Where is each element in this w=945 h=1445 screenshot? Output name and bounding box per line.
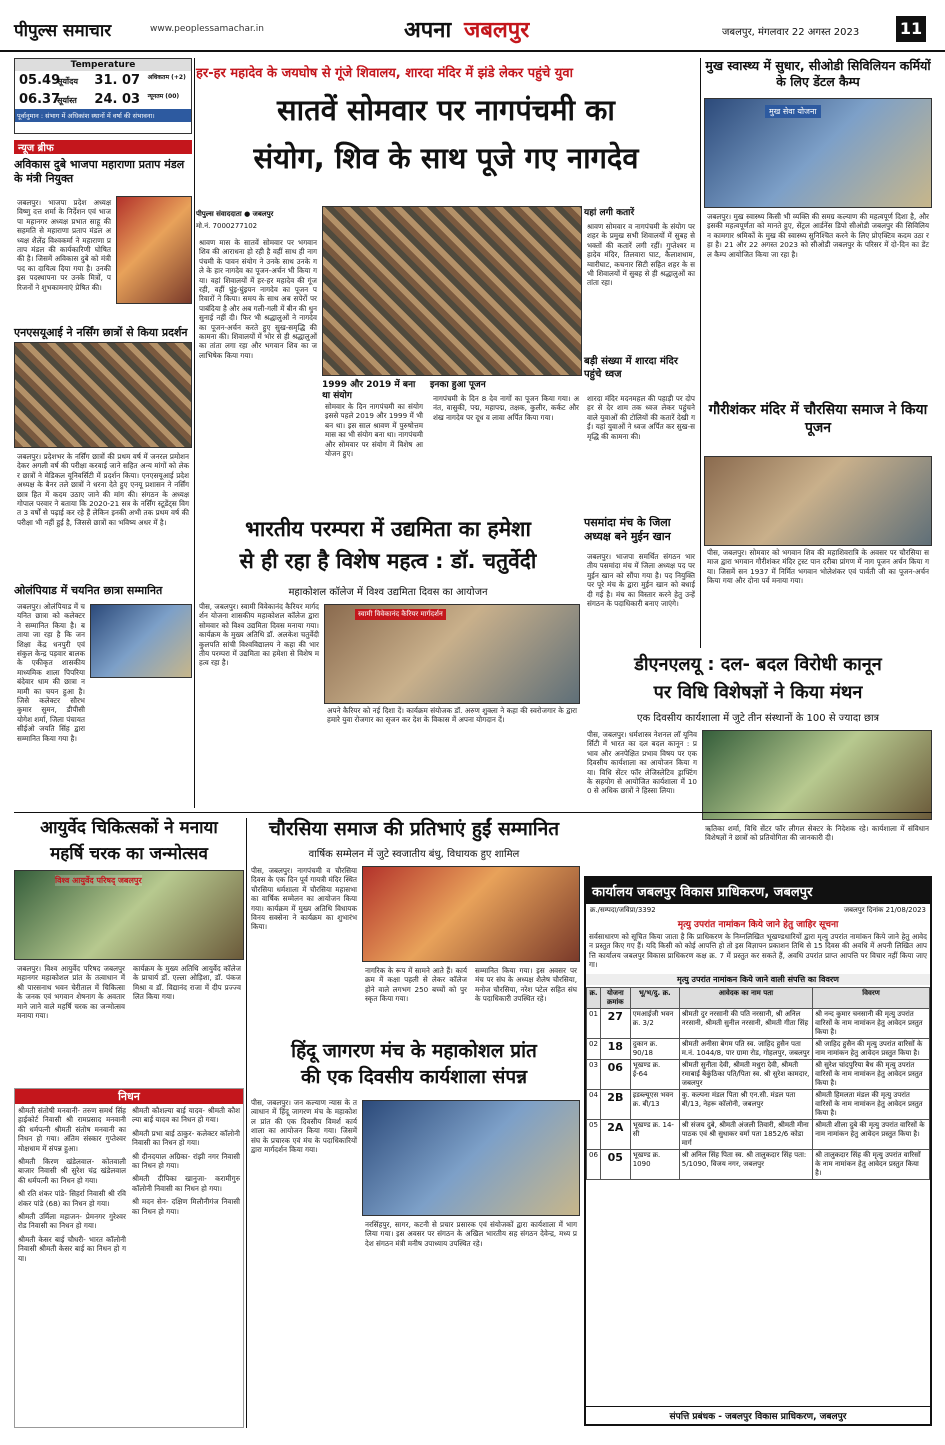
nidhan-item: श्रीमती कौशल्या बाई यादव- श्रीमती कौशल्या बाई यादव का निधन हो गया। bbox=[132, 1106, 240, 1125]
jda-title: कार्यालय जबलपुर विकास प्राधिकरण, जबलपुर bbox=[586, 878, 930, 904]
jda-notice-head: मृत्यु उपरांत नामांकन किये जाने हेतु जाहिर सूचना bbox=[677, 920, 839, 930]
ayurveda-head-2: महर्षि चरक का जन्मोत्सव bbox=[50, 844, 208, 864]
lead-photo bbox=[322, 206, 582, 376]
jda-th: आवेदक का नाम पता bbox=[679, 987, 812, 1008]
website[interactable]: www.peoplessamachar.in bbox=[150, 24, 264, 34]
entrepreneur-banner: स्वामी विवेकानंद कैरियर मार्गदर्शन bbox=[355, 609, 446, 620]
jda-table-row bbox=[587, 1089, 930, 1119]
jda-cell: एमआईजी भवन क्र. 3/2 bbox=[630, 1008, 679, 1038]
jda-notice bbox=[584, 876, 932, 1426]
brief-1-head: अविकास दुबे भाजपा महाराणा प्रताप मंडल के मंत्री नियुक्त bbox=[14, 158, 185, 185]
jda-cell: 05 bbox=[600, 1149, 630, 1179]
jda-cell: श्रीमती हिमलता मंडल की मृत्यु उपरांत वारिसों के नाम नामांकन हेतु आवेदन प्रस्तुत किया है। bbox=[813, 1089, 930, 1119]
weather-box bbox=[14, 58, 192, 134]
brief-3-body-cont bbox=[14, 700, 192, 806]
jda-table bbox=[586, 987, 930, 1180]
dnlu-body-2: ऋतिका शर्मा, विधि सेंटर फॉर लीगल सेक्टर के निदेशक रहे। कार्यशाला में संविधान विशेषज्ञों ने छात्रों को प्रतियोगिता की जानकारी दी। bbox=[705, 824, 929, 843]
brief-3-photo bbox=[90, 604, 192, 678]
jda-cell: श्रीमती शीला दुबे की मृत्यु उपरांत वारिसों के नाम नामांकन हेतु आवेदन प्रस्तुत किया है। bbox=[813, 1119, 930, 1149]
section-prefix: अपना bbox=[404, 18, 452, 43]
lead-kicker: हर-हर महादेव के जयघोष से गूंजे शिवालय, शारदा मंदिर में झंडे लेकर पहुंचे युवा bbox=[196, 66, 573, 81]
jda-th: क्र. bbox=[587, 987, 601, 1008]
lead-headline-2: संयोग, शिव के साथ पूजे गए नागदेव bbox=[253, 141, 639, 175]
jda-th: योजना क्रमांक bbox=[600, 987, 630, 1008]
row-rule bbox=[14, 812, 932, 813]
nidhan-label: निधन bbox=[15, 1089, 243, 1104]
hindu-photo bbox=[362, 1100, 580, 1216]
entrepreneur-head-1: भारतीय परम्परा में उद्यमिता का हमेशा bbox=[245, 517, 531, 541]
chaurasia-head: चौरसिया समाज की प्रतिभाएं हुईं सम्मानित bbox=[268, 818, 560, 840]
health-photo bbox=[704, 98, 932, 208]
jda-cell: श्री नन्द कुमार चनसानी की मृत्यु उपरांत वारिसों के नाम नामांकन हेतु आवेदन प्रस्तुत किया है। bbox=[813, 1008, 930, 1038]
entrepreneur-head-2: से ही रहा है विशेष महत्व : डॉ. चतुर्वेदी bbox=[239, 549, 537, 573]
news-brief-label: न्यूज ब्रीफ bbox=[14, 140, 192, 154]
pasmanda-head: पसमांदा मंच के जिला अध्यक्ष बने मुईन खान bbox=[584, 516, 671, 543]
dateline: जबलपुर, मंगलवार 22 अगस्त 2023 bbox=[722, 27, 860, 38]
lead-side-body: श्रावण सोमवार व नागपंचमी के संयोग पर शहर के प्रमुख सभी शिवालयों में सुबह से भक्तों की कतारें लगी रहीं। गुप्तेश्वर महादेव मंदिर, तिलवारा घाट, कैलाशधाम, ग्वारीघाट, कचनार सिटी सहित शहर के सभी शिवालयों में सुबह से ही श्रद्धालुओं का तांता रहा। bbox=[587, 222, 695, 288]
jda-th: विवरण bbox=[813, 987, 930, 1008]
chaurasia-sub: वार्षिक सम्मेलन में जुटे स्वजातीय बंधु, विधायक हुए शामिल bbox=[308, 849, 520, 860]
health-photo-caption: मुख सेवा योजना bbox=[765, 105, 821, 118]
nidhan-item: श्री मदन सेन- दक्षिण मिलौनीगंज निवासी का निधन हो गया। bbox=[132, 1197, 240, 1216]
chaurasia-body-3: सम्मानित किया गया। इस अवसर पर मंच पर संघ के अध्यक्ष शैलेष चौरसिया, मनोज चौरसिया, नरेश पटेल सहित संघ के पदाधिकारी उपस्थित रहे। bbox=[475, 966, 577, 1004]
jda-cell: श्रीमती दुर नरसानी की पति नरसानी, श्री अनिल नरसानी, श्रीमती सुनील नरसानी, श्रीमती गीता सिंह bbox=[679, 1008, 812, 1038]
gaurishankar-body: पीस, जबलपुर। सोमवार को भगवान शिव की महाशिवरात्रि के अवसर पर चौरसिया समाज द्वारा भगवान गौरीशंकर मंदिर ट्रस्ट पान दरीबा प्रांगण में नाग पूजन अर्चन किया गया। जिसमें सन 1937 में निर्मित भगवान भोलेशंकर एवं पार्वती जी का पूजन-अर्चन किया गया और दोना पर्व मनाया गया। bbox=[707, 548, 929, 586]
hindu-head-2: की एक दिवसीय कार्यशाला संपन्न bbox=[300, 1066, 528, 1088]
jda-table-row bbox=[587, 1008, 930, 1038]
entrepreneur-photo bbox=[324, 604, 580, 704]
lead-box1-body: सोमवार के दिन नागपंचमी का संयोग इससे पहले 2019 और 1999 में भी बन था। इस साल श्रावण में पुरुषोत्तम मास का भी संयोग बना था। नागपंचमी और सोमवार पर संयोग में विशेष आयोजन हुए। bbox=[325, 402, 423, 459]
jda-cell: 05 bbox=[587, 1119, 601, 1149]
jda-cell: 06 bbox=[600, 1059, 630, 1089]
gaurishankar-photo bbox=[704, 456, 932, 546]
section-title: जबलपुर bbox=[464, 18, 530, 43]
sunset-row: 06.37 सूर्यास्त 24. 03 न्यूनतम (00) bbox=[19, 92, 180, 107]
jda-cell: 04 bbox=[587, 1089, 601, 1119]
entrepreneur-sub: महाकोशल कॉलेज में विश्व उद्यमिता दिवस का आयोजन bbox=[288, 587, 488, 598]
jda-cell: श्री संजय दुबे, श्रीमती अंजली तिवारी, श्रीमती मीना पाठक एवं श्री सुधाकर वर्मा पता 1852/6 कोडा मार्ग bbox=[679, 1119, 812, 1149]
jda-cell: कु. कल्पना मंडल पिता श्री एन.सी. मंडल पता बी/13, नेहरू कॉलोनी, जबलपुर bbox=[679, 1089, 812, 1119]
jda-table-row bbox=[587, 1038, 930, 1059]
entrepreneur-body: पीस, जबलपुर। स्वामी विवेकानंद कैरियर मार्गदर्शन योजना शासकीय महाकोशल कॉलेज द्वारा सोमवार को विश्व उद्यमिता दिवस मनाया गया। कार्यक्रम के मुख्य अतिथि डॉ. अलकेश चतुर्वेदी कुलपति सांची विश्वविद्यालय ने कहा की भारतीय परम्परा में उद्यमिता का हमेशा से विशेष महत्व रहा है। bbox=[199, 602, 319, 668]
nidhan-item: श्रीमती केसर बाई चौधरी- भारत कॉलोनी निवासी श्रीमती केसर बाई का निधन हो गया। bbox=[18, 1234, 126, 1263]
jda-cell: भूखण्ड क्र. ई-64 bbox=[630, 1059, 679, 1089]
nidhan-item: श्रीमती संतोषी मनवानी- तरुण समर्थ सिंह हाईकोर्ट निवासी श्री रामप्रसाद मनवानी की धर्मपत्नी श्रीमती संतोष मनवानी का निधन हो गया। अंतिम संस्कार गुप्तेश्वर मोक्षधाम में संपन्न हुआ। bbox=[18, 1106, 126, 1153]
jda-ref: क्र./सम्पदा/जविप्रा/3392 bbox=[590, 906, 656, 914]
jda-cell: दुकान क्र. 90/18 bbox=[630, 1038, 679, 1059]
jda-cell: श्री तालुकदार सिंह की मृत्यु उपरांत वारिसों के नाम नामांकन हेतु आवेदन प्रस्तुत किया है। bbox=[813, 1149, 930, 1179]
dnlu-head-1: डीएनएलयू : दल- बदल विरोधी कानून bbox=[634, 654, 882, 675]
brief-2-body: जबलपुर। प्रदेशभर के नर्सिंग छात्रों की प्रथम वर्ष में जनरल प्रमोशन देकर अगली वर्ष की परीक्षा करवाई जाने सहित अन्य मांगों को लेकर छात्रों ने मेडिकल यूनिवर्सिटी में प्रदर्शन किया। एनएसयूआई प्रदेश अध्यक्ष के बैनर तले छात्रों ने धरना देते हुए एनयू प्रशासन ने नर्सिंग छात्र हित में कदम उठाए जाने की मांग की। संगठन के अध्यक्ष गोपाल परवार ने बताया कि 2020-21 सत्र के नर्सिंग स्टूडेंट्स विगत 3 वर्षों से पढ़ाई कर रहे हैं लेकिन इनकी अभी तक प्रथम वर्ष की परीक्षा भी नहीं हुई है, जिससे छात्रों का भविष्य अधर में है। bbox=[17, 452, 189, 527]
jda-table-row bbox=[587, 1059, 930, 1089]
sunrise-row: 05.49 सूर्योदय 31. 07 अधिकतम (+2) bbox=[19, 73, 186, 88]
nidhan-col-1 bbox=[15, 1104, 129, 1265]
jda-cell: श्री जाहिद हुसैन की मृत्यु उपरांत वारिसों के नाम नामांकन हेतु आवेदन प्रस्तुत किया है। bbox=[813, 1038, 930, 1059]
jda-cell: श्री सुरेश चांदपुरिया बैध की मृत्यु उपरांत वारिसों के नाम नामांकन हेतु आवेदन प्रस्तुत किया है। bbox=[813, 1059, 930, 1089]
jda-cell: 2B bbox=[600, 1089, 630, 1119]
chaurasia-body-2: नागरिक के रूप में सामने आते हैं। कार्यक्रम में कक्षा पहली से लेकर कॉलेज होने वाले लगभग 250 बच्चों को पुरस्कृत किया गया। bbox=[365, 966, 467, 1004]
hindu-head-1: हिंदू जागरण मंच के महाकोशल प्रांत bbox=[291, 1040, 537, 1062]
nidhan-item: श्रीमती दीपिका खानुजा- करामीगुरु कॉलोनी निवासी का निधन हो गया। bbox=[132, 1174, 240, 1193]
dnlu-head-2: पर विधि विशेषज्ञों ने किया मंथन bbox=[653, 682, 863, 703]
gaurishankar-head: गौरीशंकर मंदिर में चौरसिया समाज ने किया पूजन bbox=[708, 402, 928, 436]
brief-3-head: ओलंपियाड में चयनित छात्रा सम्मानित bbox=[14, 584, 163, 597]
weather-title: Temperature bbox=[15, 59, 191, 71]
ayurveda-photo bbox=[14, 870, 244, 960]
nidhan-col-2 bbox=[129, 1104, 243, 1265]
health-body: जबलपुर। मुख स्वास्थ्य किसी भी व्यक्ति की समग्र कल्याण की महत्वपूर्ण दिशा है, और इसकी महत्वपूर्णता को मानते हुए, सेंट्रल आर्डनेंस डिपो सीओडी जबलपुर की सिविलियन कामगार श्रमिकों के मुख की स्वास्थ्य सुनिश्चित करने के लिए प्रोएक्टिव कदम उठा रहा है। 21 और 22 अगस्त 2023 को सीओडी जबलपुर के परिसर में दो-दिन का डेंटल कैम्प आयोजित किया जा रहा है। bbox=[707, 212, 929, 259]
jda-table-row bbox=[587, 1149, 930, 1179]
jda-footer: संपत्ति प्रबंधक - जबलपुर विकास प्राधिकरण, जबलपुर bbox=[586, 1406, 930, 1424]
jda-cell: 2A bbox=[600, 1119, 630, 1149]
lead-byline: पीपुल्स संवाददाता ● जबलपुर bbox=[196, 210, 274, 218]
chaurasia-photo bbox=[362, 866, 580, 962]
jda-th: भू/भ/दु. क्र. bbox=[630, 987, 679, 1008]
hindu-body-2: नरसिंहपुर, सागर, कटनी से प्रचार प्रसारक एवं संयोजकों द्वारा कार्यशाला में भाग लिया गया। इस अवसर पर संगठन के अखिल भारतीय सह संगठन देवेन्द्र, मध्य प्रदेश संगठन मंत्री मनीष उपाध्याय उपस्थित रहे। bbox=[365, 1220, 577, 1248]
lead-box1-head: 1999 और 2019 में बना था संयोग bbox=[322, 380, 416, 402]
jda-cell: 02 bbox=[587, 1038, 601, 1059]
jda-table-title: मृत्यु उपरांत नामांकन किये जाने वाली संपत्ति का विवरण bbox=[586, 974, 930, 985]
brief-1-body: जबलपुर। भाजपा प्रदेश अध्यक्ष विष्णु दत्त शर्मा के निर्देशन एवं भाजपा महानगर अध्यक्ष प्रभात साहू की सहमति से महाराणा प्रताप मंडल अध्यक्ष शैलेंद्र विश्वकर्मा ने महाराणा प्रताप मंडल की कार्यकारिणी घोषित की है। जिसमें अविकास दुबे को मंत्री पद का दायित्व दिया गया है। उनकी इस पदस्थापना पर उनके मित्रों, परिजनों ने शुभकामनाएं प्रेषित की। bbox=[17, 198, 111, 292]
jda-cell: 27 bbox=[600, 1008, 630, 1038]
jda-cell: भूखण्ड क्र. 1090 bbox=[630, 1149, 679, 1179]
jda-cell: श्रीमती अनीसा बेगम पति स्व. जाहिद हुसैन पता म.नं. 1044/8, पार ग्रामा रोड, गोहलपुर, जबलपुर bbox=[679, 1038, 812, 1059]
pasmanda-body: जबलपुर। भाजपा समर्थित संगठन भारतीय पसमांदा मंच में जिला अध्यक्ष पद पर मुईन खान को सौंपा गया है। पद नियुक्ति पर पूरे मंच के द्वारा मुईन खान को बधाई दी गई है। मंच का विस्तार करने हेतु उन्हें संगठन के पदाधिकारी बनाए जाएंगे। bbox=[587, 552, 695, 609]
forecast: पूर्वानुमान : संभाग में अधिकांश स्थानों में वर्षा की संभावना। bbox=[15, 109, 191, 122]
ayurveda-banner: विश्व आयुर्वेद परिषद् जबलपुर bbox=[55, 876, 142, 885]
nidhan-item: श्रीमती उर्मिला महाजन- प्रेमनगर गुरेश्वर रोड निवासी का निधन हो गया। bbox=[18, 1212, 126, 1231]
nidhan-item: श्रीमती किरण खंडेलवाल- कोतवाली बाजार निवासी श्री सुरेश चंद्र खंडेलवाल की धर्मपत्नी का निधन हो गया। bbox=[18, 1157, 126, 1185]
lead-headline-1: सातवें सोमवार पर नागपंचमी का bbox=[277, 93, 615, 127]
jda-cell: भूखण्ड क्र. 14-सी bbox=[630, 1119, 679, 1149]
hindu-body: पीस, जबलपुर। जन कल्याण न्यास के तत्वाधान में हिंदू जागरण मंच के महाकोशल प्रांत की एक दिवसीय विमर्श कार्यशाला का आयोजन किया गया। जिसमें संघ के प्रचारक एवं मंच के पदाधिकारियों द्वारा मार्गदर्शन किया गया। bbox=[251, 1098, 357, 1155]
column-rule bbox=[700, 58, 701, 648]
jda-table-row bbox=[587, 1119, 930, 1149]
paper-name: पीपुल्स समाचार bbox=[14, 21, 112, 41]
jda-notice-body: सर्वसाधारण को सूचित किया जाता है कि प्राधिकरण के निम्नलिखित भूखण्डधारियों द्वारा मृत्यु उपरांत नामांकन किये जाने हेतु आवेदन प्रस्तुत किए गए हैं। यदि किसी को कोई आपत्ति हो तो इस विज्ञापन प्रकाशन तिथि से 15 दिवस की अवधि में अपनी लिखित आपत्ति कार्यालय जबलपुर विकास प्राधिकरण कक्ष क्र. 7 में प्रस्तुत कर सकते हैं, अवधि उपरांत प्राप्त आपत्ति पर विचार नहीं किया जाएगा। bbox=[589, 932, 927, 970]
ayurveda-body-2: कार्यक्रम के मुख्य अतिथि आयुर्वेद कॉलेज के प्राचार्य डॉ. एल्ला ओड़िशा, डॉ. पंकज मिश्रा व डॉ. विद्यानंद राजा में दीप प्रज्ज्वलित किया गया। bbox=[133, 964, 241, 1002]
jda-cell: इडब्ल्यूएस भवन क्र. बी/13 bbox=[630, 1089, 679, 1119]
nidhan-item: श्री दीनदयाल अग्रिका- रांझी नगर निवासी का निधन हो गया। bbox=[132, 1151, 240, 1171]
lead-body: श्रावण मास के सातवें सोमवार पर भगवान शिव की आराधना हो रही है वहीं साथ ही नागपंचमी के पावन संयोग ने उनके साथ उनके गले के हार नागदेव का पूजन-अर्चन भी किया गया। वहां शिवालयों में हर-हर महादेव की गूंज रही, वहीं घुंइ-घुंइयन नागदेव का पूजन परिवारों ने किया। समय के साथ अब सपेरों पर पाबंदिया है और अब गली-गली में बीन की धुन सुनाई नहीं दी। फिर भी श्रद्धालुओं ने नागदेव का पूजन-अर्चन करते हुए सुख-समृद्धि की कामना की। शिवालयों में भोर से ही श्रद्धालुओं का तांता लगा रहा और भगवान शिव का जलाभिषेक किया गया। bbox=[199, 238, 317, 360]
lead-box2-body: नागपंचमी के दिन 8 देव नागों का पूजन किया गया। अनंत, वासुकी, पद्म, महापद्म, तक्षक, कुलीर, कर्कट और शंख नागदेव पर दूध व लावा अर्पित किया गया। bbox=[433, 394, 579, 422]
jda-date: जबलपुर दिनांक 21/08/2023 bbox=[843, 906, 926, 914]
ayurveda-head-1: आयुर्वेद चिकित्सकों ने मनाया bbox=[40, 818, 218, 838]
chaurasia-body: पीस, जबलपुर। नागपंचमी व चौरसिया दिवस के एक दिन पूर्व गायत्री मंदिर स्थित चौरसिया धर्मशाला में चौरसिया महासभा का वार्षिक सम्मेलन का आयोजन किया गया। कार्यक्रम में मुख्य अतिथि विधायक विनय सक्सेना ने कार्यक्रम का शुभारंभ किया। bbox=[251, 866, 357, 932]
lead-side2-head: बड़ी संख्या में शारदा मंदिर पहुंचे ध्वज bbox=[584, 356, 678, 380]
lead-side2-body: शारदा मंदिर मदनमहल की पहाड़ी पर दोपहर से देर शाम तक ध्वज लेकर पहुंचने वाले युवाओं की टोलियों की कतारें देखी गईं। यहां युवाओं ने ध्वज अर्पित कर सुख-समृद्धि की कामना की। bbox=[587, 394, 695, 441]
brief-1-body-cont bbox=[14, 304, 192, 324]
nidhan-item: श्रीमती प्रभा बाई ठाकुर- कलेक्टर कॉलोनी निवासी का निधन हो गया। bbox=[132, 1128, 240, 1148]
jda-cell: 06 bbox=[587, 1149, 601, 1179]
dnlu-photo bbox=[702, 730, 932, 820]
lead-mobile: मो.नं. 7000277102 bbox=[196, 222, 258, 230]
jda-cell: श्रीमती सुनीता देवी, श्रीमती मधुरा देवी, श्रीमती रमाबाई बैकुंठिका पति/पिता स्व. श्री सुरेश कामदार, जबलपुर bbox=[679, 1059, 812, 1089]
entrepreneur-body-2: अपने कैरियर को नई दिशा दें। कार्यक्रम संयोजक डॉ. अरुण शुक्ला ने कहा की स्वरोजगार के द्वारा हमारे युवा रोजगार का सृजन कर देश के विकास में अपना योगदान दें। bbox=[327, 706, 577, 725]
brief-3-body: जबलपुर। ओलंपियाड में चयनित छात्रा को कलेक्टर ने सम्मानित किया है। बताया जा रहा है कि जनशिक्षा केंद्र धनपुरी एवं संकुल केन्द्र पड़वार बालक के एकीकृत शासकीय माध्यमिक शाला पिपरिया बंदेवार धाम की छात्रा नमामी का चयन हुआ है। जिसे कलेक्टर सौरभ कुमार सुमन, डीपीसी योगेश शर्मा, जिला पंचायत सीईओ जयति सिंह द्वारा सम्मानित किया गया है। bbox=[17, 602, 85, 743]
column-rule bbox=[246, 818, 247, 1428]
column-rule bbox=[194, 58, 195, 808]
jda-cell: 03 bbox=[587, 1059, 601, 1089]
brief-2-head: एनएसयूआई ने नर्सिंग छात्रों से किया प्रदर्शन bbox=[14, 326, 188, 339]
jda-cell: श्री अनिल सिंह पिता स्व. श्री तालुकदार सिंह पता: 5/1090, विजय नगर, जबलपुर bbox=[679, 1149, 812, 1179]
nidhan-box bbox=[14, 1088, 244, 1428]
brief-1-photo bbox=[116, 196, 192, 304]
health-head: मुख स्वास्थ्य में सुधार, सीओडी सिविलियन कर्मियों के लिए डेंटल कैम्प bbox=[705, 58, 931, 89]
page-number: 11 bbox=[896, 16, 926, 42]
brief-2-photo bbox=[14, 342, 192, 448]
dnlu-sub: एक दिवसीय कार्यशाला में जुटे तीन संस्थानों के 100 से ज्यादा छात्र bbox=[636, 713, 880, 724]
dnlu-body: पीस, जबलपुर। धर्मशास्त्र नेशनल लॉ यूनिवर्सिटी में भारत का दल बदल कानून : प्रभाव और अनपेक्षित प्रभाव विषय पर एक दिवसीय कार्यशाला का आयोजन किया गया। विधि सेंटर फॉर लेजिस्लेटिव ड्राफ्टिंग के सहयोग से आयोजित कार्यशाला में 100 से अधिक छात्रों ने हिस्सा लिया। bbox=[587, 730, 697, 796]
lead-box2-head: इनका हुआ पूजन bbox=[430, 380, 486, 390]
jda-cell: 01 bbox=[587, 1008, 601, 1038]
ayurveda-body: जबलपुर। विश्व आयुर्वेद परिषद जबलपुर महानगर महाकोशल प्रांत के तत्वाधान में श्री पारसनाथ भवन चेरीताल में चिकित्सा के जनक एवं भगवान शेषनाग के अवतार माने जाने वाले महर्षि चरक का जन्मोत्सव मनाया गया। bbox=[17, 964, 125, 1021]
masthead bbox=[0, 0, 945, 52]
jda-cell: 18 bbox=[600, 1038, 630, 1059]
nidhan-item: श्री रति शंकर पांडे- सिहर्रा निवासी श्री रवि शंकर पांडे (68) का निधन हो गया। bbox=[18, 1189, 126, 1208]
lead-side-head: यहां लगी कतारें bbox=[584, 208, 635, 218]
